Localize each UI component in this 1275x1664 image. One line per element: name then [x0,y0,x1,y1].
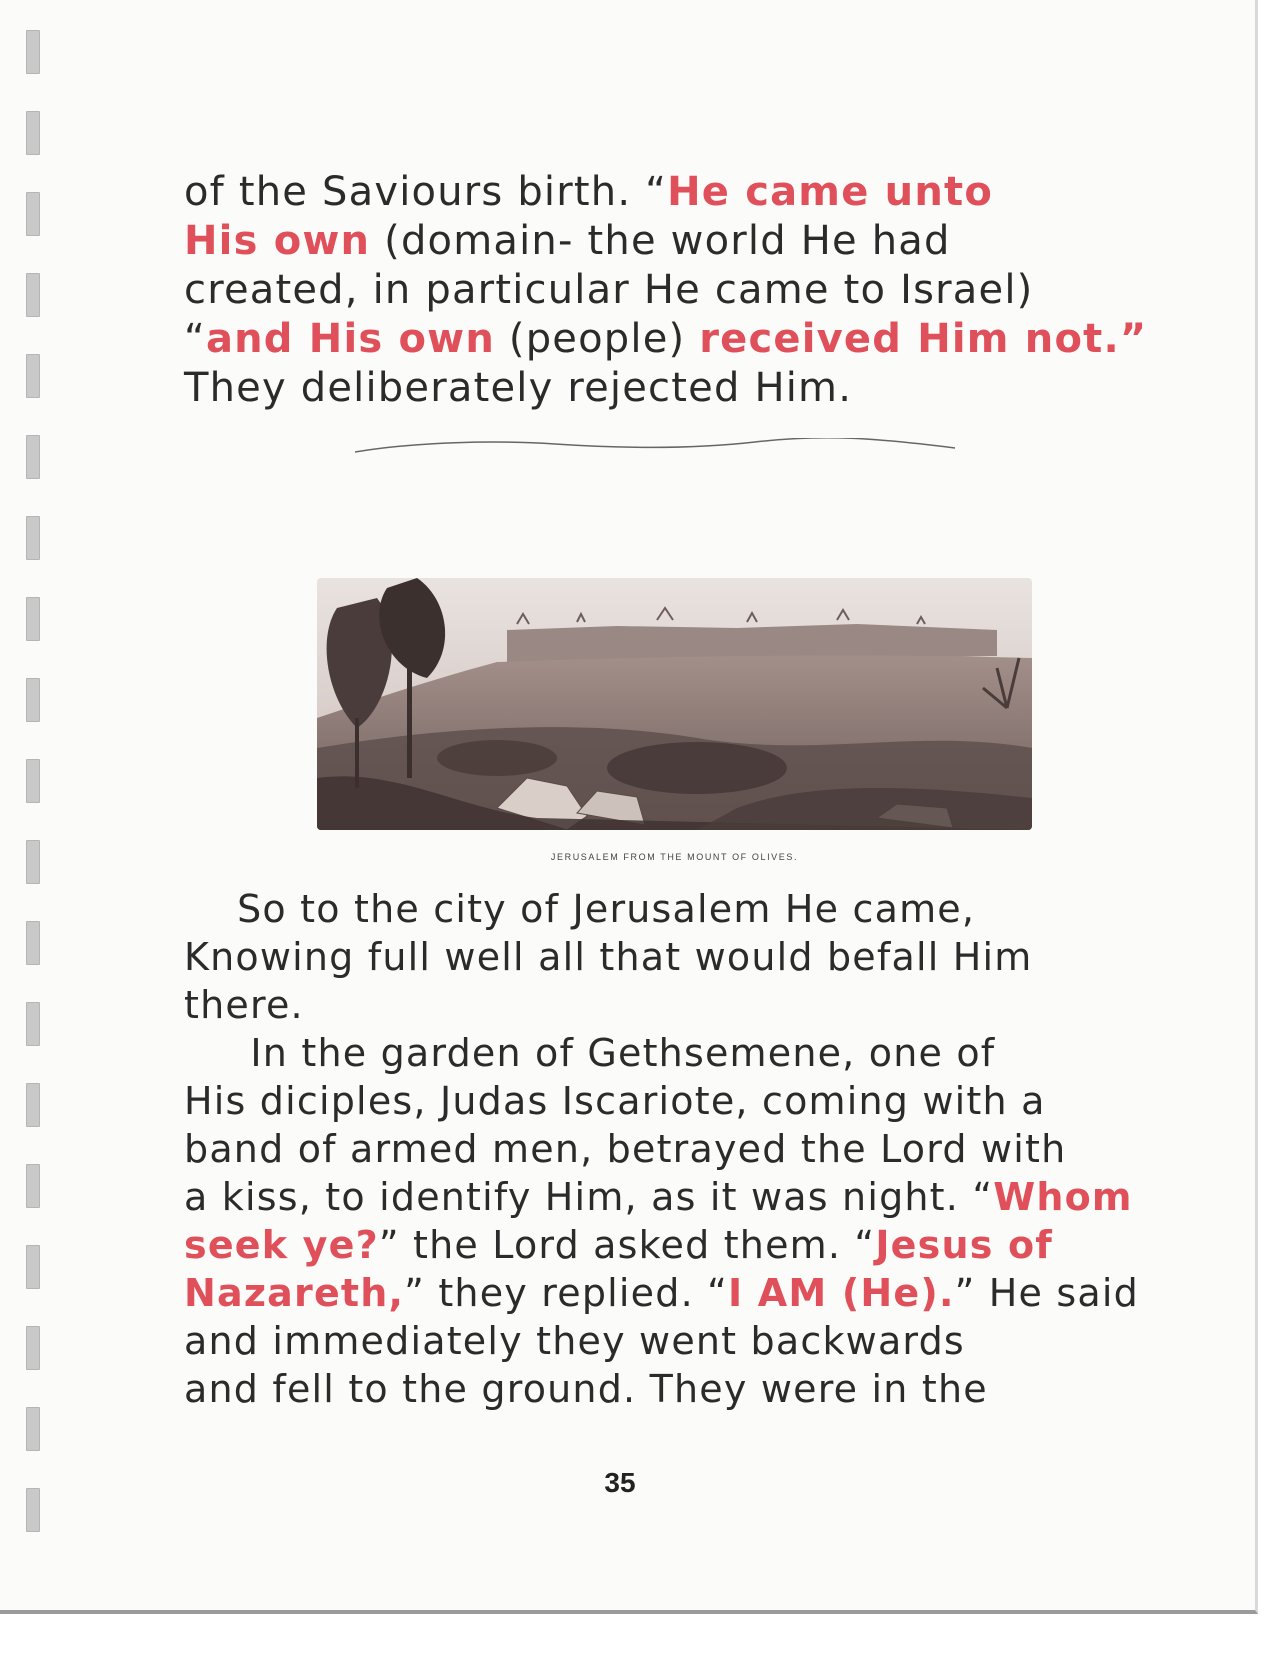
scripture-quote: and His own [205,316,495,362]
text-line [184,1125,1144,1173]
text-line [184,364,1144,413]
text-run: Knowing full well all that would befall Him [184,935,1033,979]
page-number: 35 [604,1467,636,1498]
text-line [184,1365,1144,1413]
binding-hole [26,759,40,803]
text-line [184,1221,1144,1269]
text-run: band of armed men, betrayed the Lord with [184,1127,1067,1171]
text-line [184,885,1144,933]
text-run: ” He said [954,1271,1139,1315]
binding-hole [26,921,40,965]
binding-hole [26,1002,40,1046]
text-run: a kiss, to identify Him, as it was night. “ [184,1175,994,1219]
text-line [184,933,1144,981]
text-run: (domain- the world He had [370,218,951,264]
text-run: ” the Lord asked them. “ [378,1223,876,1267]
text-run: His diciples, Judas Iscariote, coming with a [184,1079,1046,1123]
text-run: “ [184,316,206,362]
binding-hole [26,273,40,317]
paragraph-bottom [184,885,1144,1413]
binding-hole [26,1326,40,1370]
text-run: In the garden of Gethsemene, one of [184,1031,996,1075]
binding-hole [26,840,40,884]
text-run: of the Saviours birth. “ [184,169,668,215]
jerusalem-illustration [317,578,1032,830]
paragraph-top [184,168,1148,413]
binding-hole [26,354,40,398]
text-run: there. [184,983,304,1027]
scripture-quote: received Him not.” [699,316,1148,362]
text-line [184,266,1144,315]
binding-hole [26,435,40,479]
spiral-binding [26,30,40,1610]
text-run: ” they replied. “ [404,1271,729,1315]
binding-hole [26,111,40,155]
text-run: So to the city of Jerusalem He came, [184,887,976,931]
text-line [184,1173,1144,1221]
scripture-quote: He came unto [667,169,994,215]
text-line [184,315,1148,364]
scripture-quote: seek ye? [184,1223,379,1267]
text-run: created, in particular He came to Israel) [184,267,1034,313]
binding-hole [26,597,40,641]
binding-hole [26,30,40,74]
binding-hole [26,1407,40,1451]
scripture-quote: Whom [993,1175,1133,1219]
text-run: and immediately they went backwards [184,1319,965,1363]
scripture-quote: His own [184,218,371,264]
scripture-quote: Jesus of [875,1223,1053,1267]
binding-hole [26,1083,40,1127]
text-line [184,217,1144,266]
binding-hole [26,1488,40,1532]
text-run: (people) [495,316,700,362]
text-run: and fell to the ground. They were in the [184,1367,988,1411]
binding-hole [26,1164,40,1208]
text-line [184,981,1144,1029]
text-line [184,1317,1144,1365]
binding-hole [26,192,40,236]
decorative-underline [355,438,955,458]
text-line [184,1077,1144,1125]
scripture-quote: I AM (He). [728,1271,955,1315]
figure-caption: JERUSALEM FROM THE MOUNT OF OLIVES. [550,852,799,862]
binding-hole [26,1245,40,1289]
binding-hole [26,678,40,722]
text-line [184,168,1144,217]
scripture-quote: Nazareth, [184,1271,405,1315]
text-run: They deliberately rejected Him. [184,365,853,411]
binding-hole [26,516,40,560]
text-line [184,1029,1144,1077]
text-line [184,1269,1144,1317]
